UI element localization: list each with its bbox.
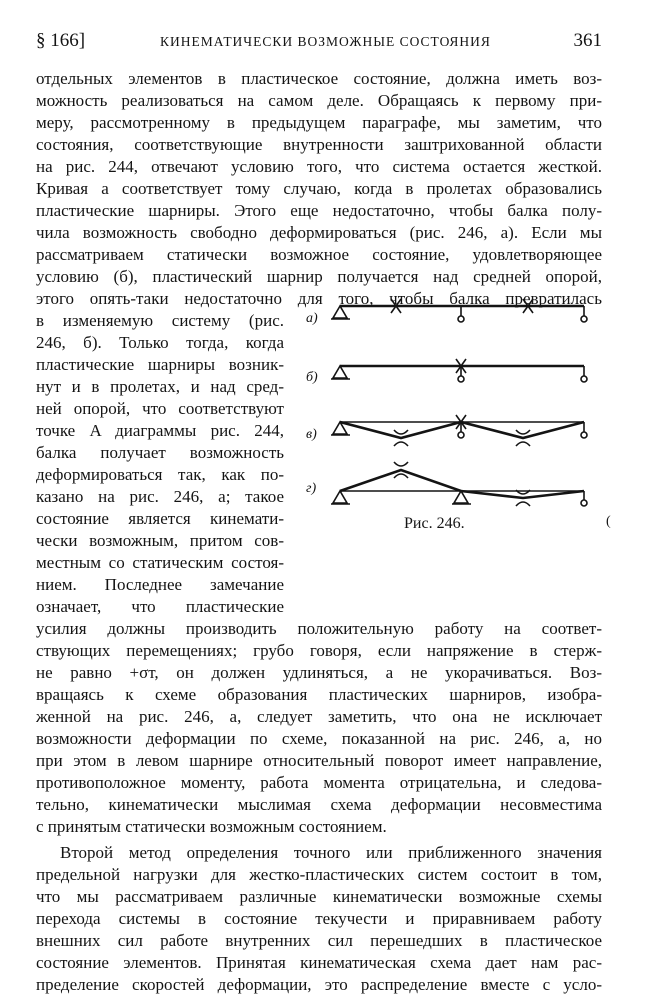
text-line: означает, что пластические bbox=[36, 597, 284, 616]
text-line: деформироваться так, как по- bbox=[36, 465, 284, 484]
text-line: тельно, кинематически мыслимая схема деформации несовместима bbox=[36, 795, 602, 814]
text-line: рассматриваем статически возможное состояние, удовлетворяющее bbox=[36, 245, 602, 264]
text-line: при этом в левом шарнире относительный поворот имеет направление, bbox=[36, 751, 602, 770]
text-line: предельной нагрузки для жестко-пластических систем состоит в том, bbox=[36, 865, 602, 884]
text-line: усилия должны производить положительную работу на соответ- bbox=[36, 619, 602, 638]
section-number: § 166] bbox=[36, 30, 86, 51]
scheme-b bbox=[306, 359, 587, 385]
text-line: возможности деформации по схеме, показанной на рис. 246, a, но bbox=[36, 729, 602, 748]
running-header bbox=[36, 30, 602, 56]
scheme-v bbox=[306, 415, 587, 446]
text-line: состояние элементов. Принятая кинематическая схема дает нам рас- bbox=[36, 953, 602, 972]
text-line: внешних сил работе внутренних сил перешедших в пластическое bbox=[36, 931, 602, 950]
text-line: на рис. 244, отвечают условию того, что система остается жесткой. bbox=[36, 157, 602, 176]
text-line: чила возможность свободно деформироваться (рис. 246, a). Если мы bbox=[36, 223, 602, 242]
text-line: пластические шарниры возник- bbox=[36, 355, 284, 374]
scheme-label: б) bbox=[306, 370, 318, 385]
text-line: чески возможным, притом сов- bbox=[36, 531, 284, 550]
text-line: противоположное моменту, работа момента отрицательна, и следова- bbox=[36, 773, 602, 792]
figure-caption: Рис. 246. bbox=[404, 515, 465, 532]
beam-schemes-figure bbox=[304, 286, 620, 541]
scheme-label: г) bbox=[306, 481, 317, 496]
text-line: условию (б), пластический шарнир получается над средней опорой, bbox=[36, 267, 602, 286]
text-line: можность реализоваться на самом деле. Обращаясь к первому при- bbox=[36, 91, 602, 110]
text-line: меру, рассмотренному в предыдущем параграфе, мы заметим, что bbox=[36, 113, 602, 132]
text-line: Второй метод определения точного или приближенного значения bbox=[60, 843, 602, 862]
running-title: КИНЕМАТИЧЕСКИ ВОЗМОЖНЫЕ СОСТОЯНИЯ bbox=[160, 34, 491, 49]
text-line: точке A диаграммы рис. 244, bbox=[36, 421, 284, 440]
text-line: местным со статическим состоя- bbox=[36, 553, 284, 572]
text-line: перехода системы в состояние текучести и приравниваем работу bbox=[36, 909, 602, 928]
text-line: состояния, соответствующие внутренности заштрихованной области bbox=[36, 135, 602, 154]
page-number: 361 bbox=[573, 30, 602, 51]
text-line: балка получает возможность bbox=[36, 443, 284, 462]
text-line: Кривая a соответствует тому случаю, когда в пролетах образовались bbox=[36, 179, 602, 198]
text-line: 246, б). Только тогда, когда bbox=[36, 333, 284, 352]
text-line: в изменяемую систему (рис. bbox=[36, 311, 284, 330]
scheme-label: в) bbox=[306, 427, 317, 442]
text-line: казано на рис. 246, a; такое bbox=[36, 487, 284, 506]
text-line: вращаясь к схеме образования пластических шарниров, изобра- bbox=[36, 685, 602, 704]
scheme-label: а) bbox=[306, 311, 318, 326]
text-line: нут и в пролетах, и над сред- bbox=[36, 377, 284, 396]
text-line: этого опять-таки недостаточно для того, чтобы балка превратилась bbox=[36, 289, 602, 308]
text-line: с принятым статически возможным состоянием. bbox=[36, 817, 387, 836]
text-line: женной на рис. 246, a, следует заметить, что она не исключает bbox=[36, 707, 602, 726]
text-line: что мы рассматриваем различные кинематически возможные схемы bbox=[36, 887, 602, 906]
margin-mark: ( bbox=[606, 514, 611, 529]
scheme-a bbox=[306, 299, 587, 326]
text-line: отдельных элементов в пластическое состояние, должна иметь воз- bbox=[36, 69, 602, 88]
text-line: пределение скоростей деформации, это распределение вместе с усло- bbox=[36, 975, 602, 994]
text-line: ней опорой, что соответствуют bbox=[36, 399, 284, 418]
text-line: не равно +σт, он должен удлиняться, а не укорачиваться. Воз- bbox=[36, 663, 602, 682]
text-line: состояние является кинемати- bbox=[36, 509, 284, 528]
text-line: нием. Последнее замечание bbox=[36, 575, 284, 594]
scheme-g bbox=[306, 462, 587, 506]
text-line: ствующих перемещениях; грубо говоря, если напряжение в стерж- bbox=[36, 641, 602, 660]
text-line: пластические шарниры. Этого еще недостаточно, чтобы балка полу- bbox=[36, 201, 602, 220]
